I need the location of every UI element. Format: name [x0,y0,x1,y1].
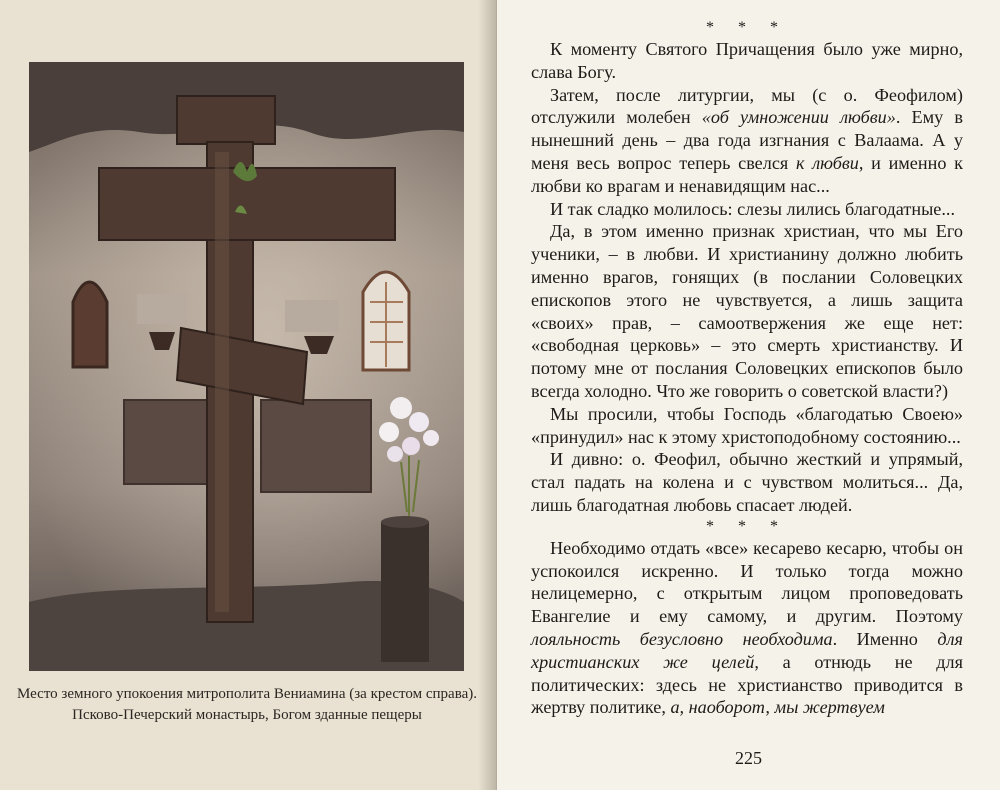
section-separator: * * * [706,19,788,36]
paragraph: И дивно: о. Феофил, обычно жесткий и упрямый, стал падать на колена и с чувством молиться... Да, лишь благодатная любовь спасает людей. [531,449,963,515]
paragraph: Затем, после литургии, мы (с о. Феофилом) отслужили молебен «об умножении любви». Ему в нынешний день – два года изгнания с Валаама. А у меня весь вопрос теперь свелся к любви, и именно к любви ко врагам и ненавидящим нас... [531,84,963,196]
italic-phrase: для христианских же целей [531,628,963,672]
caption-line-1: Место земного упокоения митрополита Вениамина (за крестом справа). [17,686,477,702]
paragraph: Да, в этом именно признак христиан, что мы Его ученики, – в любви. И христианину должно любить именно врагов, гонящих (в послании Соловецких епископов этого не чувствуется, а лишь защита «своих» прав, – самоотвержения же еще нет: «свободная церковь» – это смерть христианству. И потому мне от послания Соловецких епископов было всегда холодно. Что же говорить о советской власти?) [531,221,963,401]
cross-photo [29,62,464,671]
section-separator: * * * [706,517,788,535]
left-page [0,0,497,790]
paragraph: Необходимо отдать «все» кесарево кесарю, чтобы он успокоился искренно. И только тогда можно нелицемерно, с открытым лицом проповедовать Евангелие и ему самому, и другим. Поэтому лояльность безусловно необходима. Именно для христианских же целей, а отнюдь не для политических: здесь не христианство приводится в жертву политике, а, наоборот, мы жертвуем [531,537,964,718]
italic-phrase: к любви [795,152,859,173]
italic-phrase: а, наоборот, мы жертвуем [670,697,885,718]
italic-phrase: лояльность безусловно необходима [531,628,833,649]
text-column [531,18,963,719]
paragraph: Мы просили, чтобы Господь «благодатью Своею» «принудил» нас к этому христоподобному состоянию... [531,403,963,447]
caption-line-2: Псково-Печерский монастырь, Богом зданные пещеры [72,707,422,723]
cross-photo-drawing [29,62,464,671]
italic-phrase: «об умножении любви» [701,107,896,128]
paragraph: К моменту Святого Причащения было уже мирно, слава Богу. [531,39,963,82]
page-number: 225 [735,748,762,768]
paragraph: И так сладко молилось: слезы лились благодатные... [550,198,956,219]
photo-caption [16,684,478,726]
